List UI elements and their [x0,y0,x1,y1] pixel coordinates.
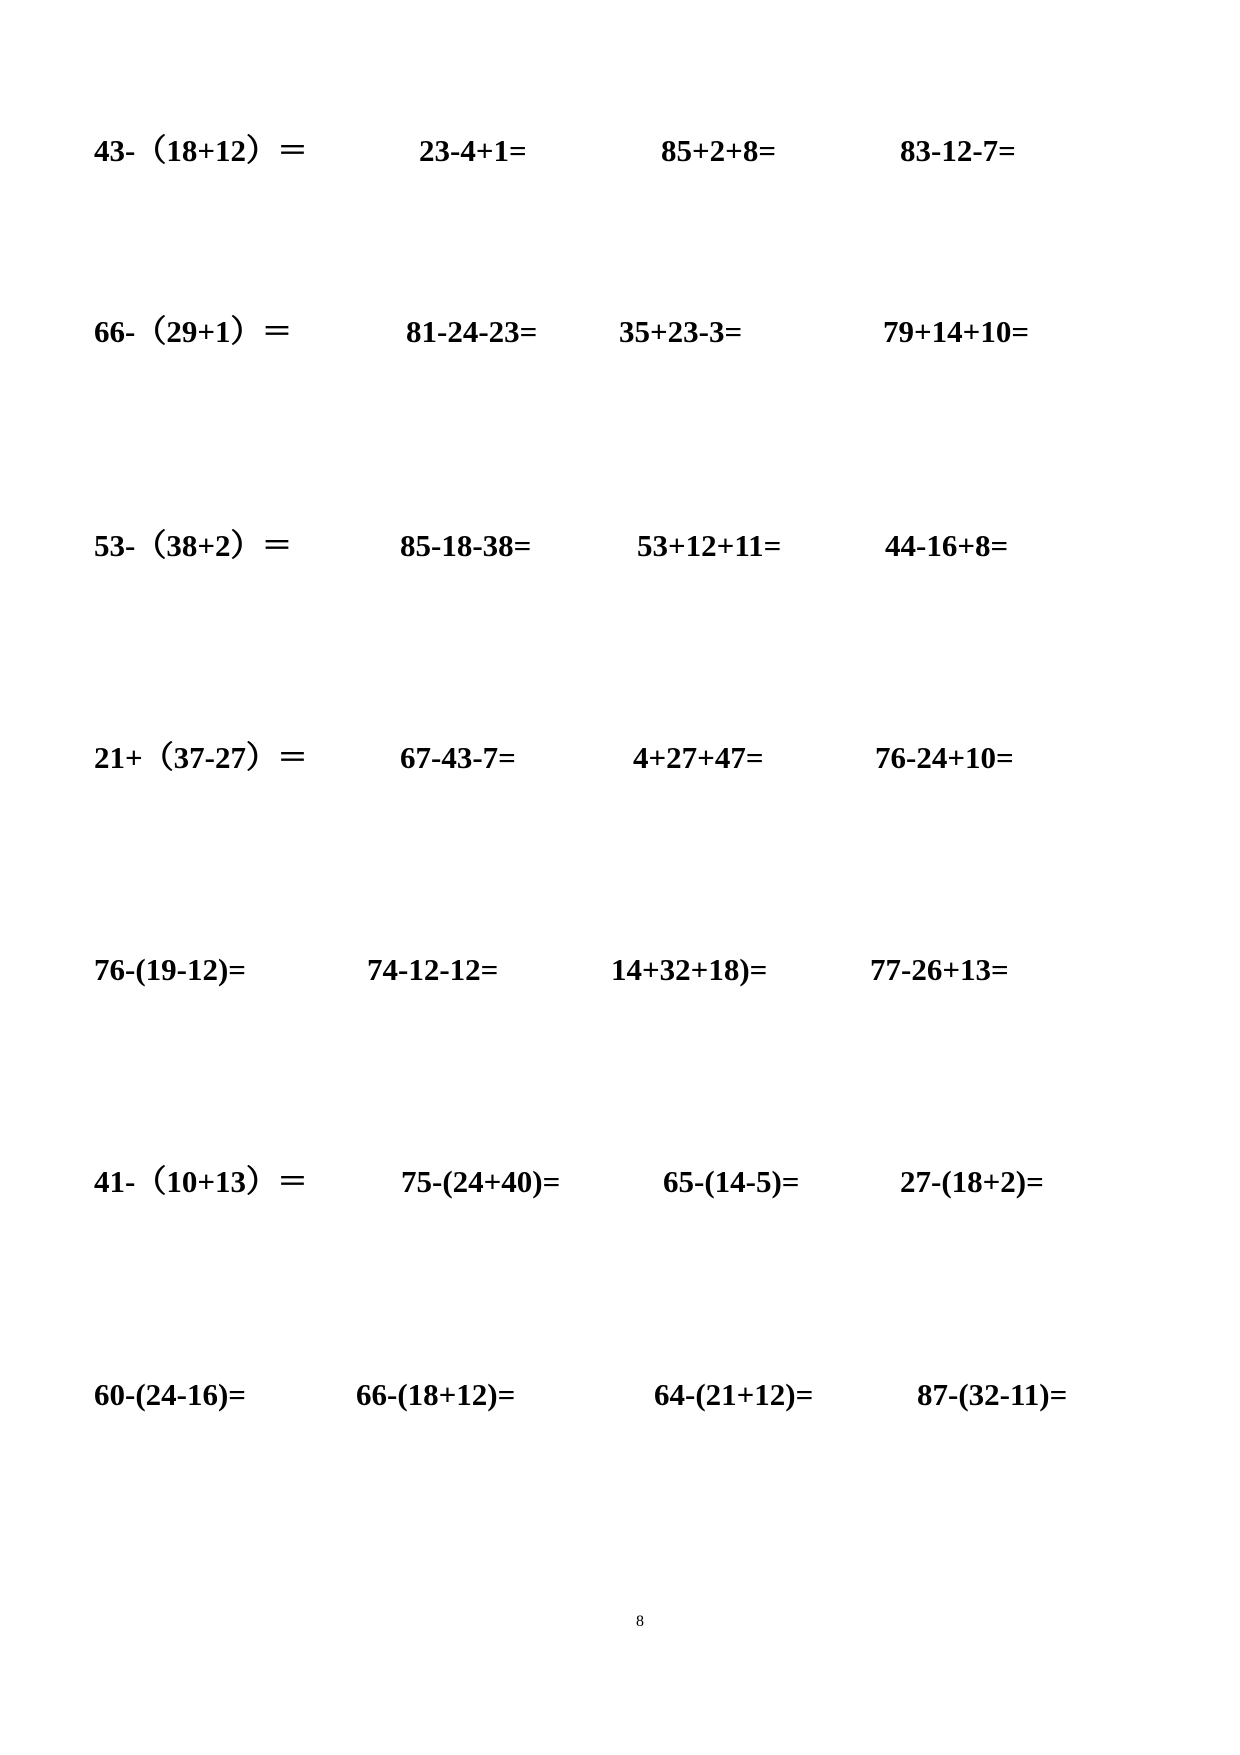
problem-r2-c1: 66-（29+1）＝ [94,314,293,349]
problem-r1-c4: 83-12-7= [900,133,1016,168]
problem-r3-c2: 85-18-38= [400,528,532,563]
problem-r1-c1: 43-（18+12）＝ [94,133,308,168]
problem-r6-c4: 27-(18+2)= [900,1164,1044,1199]
problem-r4-c3: 4+27+47= [633,740,764,775]
problem-r3-c3: 53+12+11= [637,528,782,563]
problem-r7-c4: 87-(32-11)= [917,1377,1068,1412]
problem-r5-c2: 74-12-12= [367,952,499,987]
problem-r6-c3: 65-(14-5)= [663,1164,800,1199]
problem-r1-c2: 23-4+1= [419,133,527,168]
problem-r3-c4: 44-16+8= [885,528,1009,563]
problem-r1-c3: 85+2+8= [661,133,776,168]
problem-r4-c1: 21+（37-27）＝ [94,740,308,775]
problem-r2-c3: 35+23-3= [619,314,743,349]
problem-r7-c3: 64-(21+12)= [654,1377,814,1412]
problem-r5-c1: 76-(19-12)= [94,952,246,987]
problem-r4-c4: 76-24+10= [875,740,1014,775]
problem-r6-c1: 41-（10+13）＝ [94,1164,308,1199]
problem-r7-c2: 66-(18+12)= [356,1377,516,1412]
problem-r4-c2: 67-43-7= [400,740,516,775]
problem-r6-c2: 75-(24+40)= [401,1164,561,1199]
problem-r7-c1: 60-(24-16)= [94,1377,246,1412]
problem-r5-c3: 14+32+18)= [611,952,768,987]
problem-r5-c4: 77-26+13= [870,952,1009,987]
problem-r2-c2: 81-24-23= [406,314,538,349]
problem-r3-c1: 53-（38+2）＝ [94,528,293,563]
page-number: 8 [636,1613,644,1630]
problem-r2-c4: 79+14+10= [883,314,1029,349]
